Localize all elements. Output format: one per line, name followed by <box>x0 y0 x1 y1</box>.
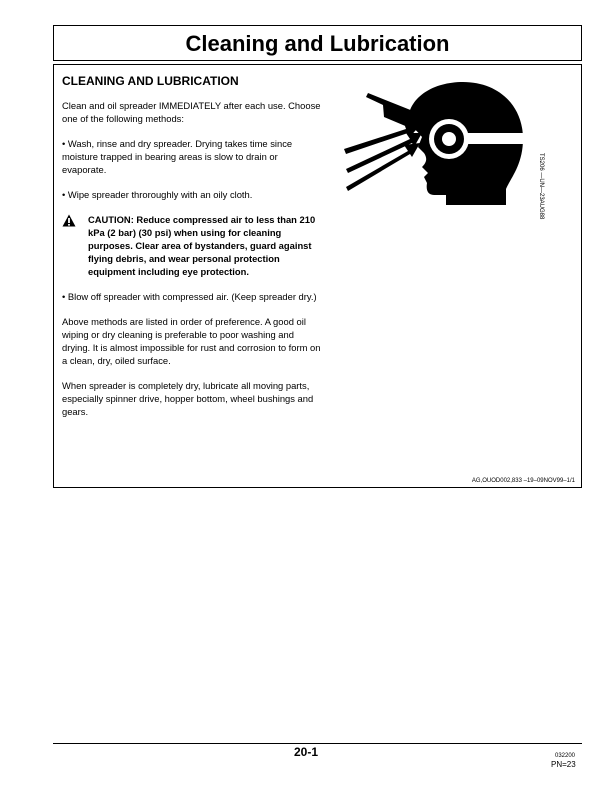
bullet-blow: • Blow off spreader with compressed air. (Keep spreader dry.) <box>62 291 317 302</box>
reference-code: AG,OUOD002,833 –19–09NOV99–1/1 <box>471 478 575 484</box>
bullet-wash: • Wash, rinse and dry spreader. Drying takes time since moisture trapped in bearing areas is slow to drain or evaporate. <box>62 138 293 175</box>
caution-text: CAUTION: Reduce compressed air to less than 210 kPa (2 bar) (30 psi) when using for cleaning purposes. Clear area of bystanders, guard against flying debris, and wear personal protection equipment including eye protection. <box>88 214 316 277</box>
page-title-box <box>53 25 582 61</box>
eye-protection-illustration <box>338 77 538 207</box>
preference-paragraph: Above methods are listed in order of preference. A good oil wiping or dry cleaning is preferable to poor washing and drying. It is almost impossible for rust and corrosion to form on a clean, dry, oiled surface. <box>62 316 321 366</box>
content-box <box>53 64 582 488</box>
section-heading: CLEANING AND LUBRICATION <box>62 74 239 88</box>
figure-code: TS206 —UN—23AUG88 <box>538 153 544 220</box>
footer-divider <box>53 743 582 744</box>
text-column <box>62 99 324 430</box>
lubricate-paragraph: When spreader is completely dry, lubricate all moving parts, especially spinner drive, hopper bottom, wheel bushings and gears. <box>62 380 314 417</box>
warning-triangle-icon <box>62 213 88 278</box>
bullet-wipe: • Wipe spreader throroughly with an oily cloth. <box>62 189 253 200</box>
caution-block <box>62 213 324 278</box>
page-number: 20-1 <box>293 745 319 759</box>
page-title: Cleaning and Lubrication <box>185 31 450 56</box>
footer-pn: PN=23 <box>551 760 576 769</box>
footer-date-code: 032200 <box>555 753 576 759</box>
intro-paragraph: Clean and oil spreader IMMEDIATELY after each use. Choose one of the following methods: <box>62 100 321 124</box>
